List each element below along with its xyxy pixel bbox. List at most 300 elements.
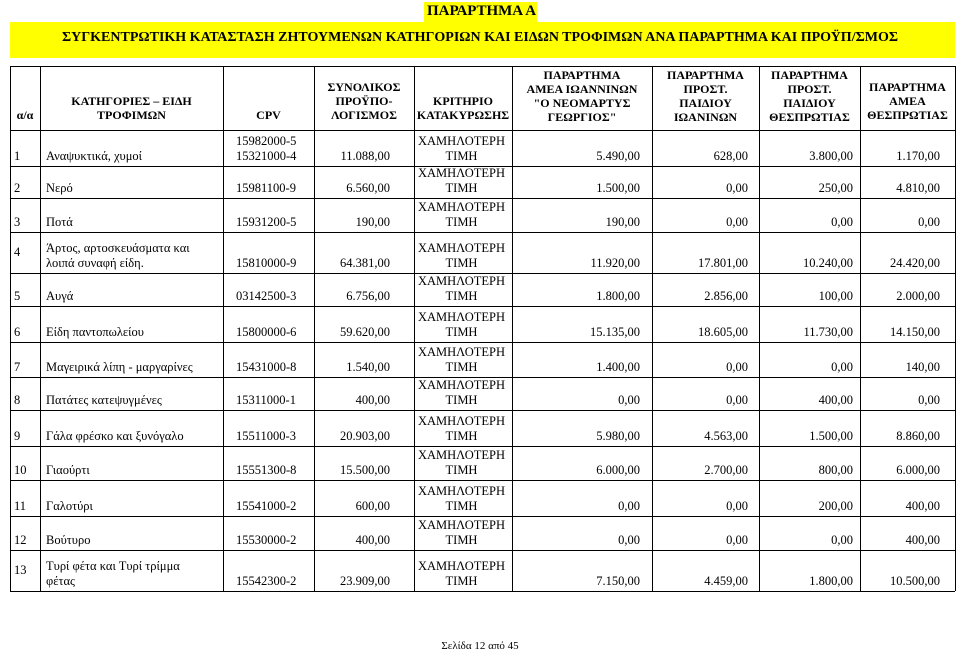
annex-value: [840, 360, 940, 375]
page-number: Σελίδα 12 από 45: [441, 640, 519, 652]
header-col4: [860, 80, 955, 122]
annex-value-text: 0,00: [618, 393, 640, 407]
annex-value: [753, 574, 853, 589]
budget-value-text: 15.500,00: [340, 463, 390, 477]
criterion_text-line: ΤΙΜΗ: [445, 574, 478, 588]
grid-vline: [40, 66, 41, 591]
annex-value-text: 6.000,00: [896, 463, 940, 477]
annex-value-text: 10.500,00: [890, 574, 940, 588]
row-number-text: 5: [14, 289, 21, 303]
rows.4.cpv-line: 03142500-3: [236, 289, 297, 303]
annex-value-text: 1.500,00: [809, 429, 853, 443]
annex-value-text: 0,00: [831, 360, 853, 374]
annex-value: [540, 149, 640, 164]
budget-value: [300, 463, 390, 478]
criterion_text-line: ΤΙΜΗ: [445, 499, 478, 513]
row-number-text: 7: [14, 360, 21, 374]
annex-value-text: 8.860,00: [896, 429, 940, 443]
headers.col4-line: ΘΕΣΠΡΩΤΙΑΣ: [867, 108, 948, 122]
header-aa: [10, 108, 40, 122]
row-number: [14, 563, 27, 578]
row-number: [14, 429, 20, 444]
header-aa-text: α/α: [16, 108, 34, 122]
category-name: [46, 325, 144, 340]
grid-hline: [10, 66, 955, 67]
annex-value-text: 5.490,00: [596, 149, 640, 163]
annex-value-text: 0,00: [918, 215, 940, 229]
rows.4.name-line: Αυγά: [46, 289, 74, 303]
cpv-code: [236, 499, 296, 514]
annex-value: [753, 429, 853, 444]
annex-value: [840, 463, 940, 478]
category-name: [46, 181, 73, 196]
header-cpv-text: CPV: [256, 108, 281, 122]
header-category: [40, 94, 223, 122]
criterion_text-line: ΧΑΜΗΛΟΤΕΡΗ: [417, 274, 506, 288]
criterion-text: [414, 484, 509, 514]
criterion_text-line: ΧΑΜΗΛΟΤΕΡΗ: [417, 200, 506, 214]
rows.1.cpv-line: 15981100-9: [236, 181, 296, 195]
rows.6.name-line: Μαγειρικά λίπη - μαργαρίνες: [46, 360, 193, 374]
row-number-text: 2: [14, 181, 21, 195]
rows.8.cpv-line: 15511000-3: [236, 429, 296, 443]
budget-value-text: 190,00: [355, 215, 390, 229]
criterion_text-line: ΧΑΜΗΛΟΤΕΡΗ: [417, 134, 506, 148]
grid-hline: [10, 591, 955, 592]
annex-value: [540, 393, 640, 408]
cpv-code: [236, 289, 296, 304]
headers.col2-line: ΠΡΟΣΤ.: [683, 82, 728, 96]
criterion-text: [414, 345, 509, 375]
annex-value-text: 200,00: [818, 499, 853, 513]
budget-value-text: 6.756,00: [346, 289, 390, 303]
cpv-code: [236, 429, 296, 444]
annex-label: ΠΑΡΑΡΤΗΜΑ Α: [427, 3, 537, 19]
row-number: [14, 463, 27, 478]
grid-hline: [10, 410, 955, 411]
criterion_text-line: ΧΑΜΗΛΟΤΕΡΗ: [417, 241, 506, 255]
annex-value-text: 250,00: [818, 181, 853, 195]
category-name: [46, 149, 142, 164]
row-number-text: 8: [14, 393, 21, 407]
criterion-text: [414, 378, 509, 408]
rows.8.name-line: Γάλα φρέσκο και ξυνόγαλο: [46, 429, 184, 443]
annex-value: [648, 181, 748, 196]
row-number: [14, 149, 20, 164]
budget-value: [300, 289, 390, 304]
row-number-text: 12: [14, 533, 27, 547]
criterion_text-line: ΧΑΜΗΛΟΤΕΡΗ: [417, 518, 506, 532]
annex-value: [753, 149, 853, 164]
budget-value-text: 6.560,00: [346, 181, 390, 195]
budget-value-text: 23.909,00: [340, 574, 390, 588]
rows.5.name-line: Είδη παντοπωλείου: [46, 325, 144, 339]
budget-value: [300, 533, 390, 548]
annex-value: [840, 256, 940, 271]
cpv-code: [236, 134, 296, 164]
annex-value: [753, 463, 853, 478]
annex-value: [753, 289, 853, 304]
category-name: [46, 289, 73, 304]
annex-value: [753, 360, 853, 375]
budget-value: [300, 256, 390, 271]
budget-value-text: 600,00: [355, 499, 390, 513]
headers.col4-line: ΑΜΕΑ: [889, 94, 926, 108]
annex-value-text: 800,00: [818, 463, 853, 477]
rows.10.name-line: Γαλοτύρι: [46, 499, 93, 513]
header-budget: [314, 80, 414, 122]
annex-value-text: 400,00: [818, 393, 853, 407]
annex-value: [840, 325, 940, 340]
category-name: [46, 241, 190, 271]
headers.criterion-line: ΚΑΤΑΚΥΡΩΣΗΣ: [416, 108, 510, 122]
headers.col1-line: ΠΑΡΑΡΤΗΜΑ: [543, 68, 621, 82]
annex-value-text: 0,00: [831, 533, 853, 547]
annex-value: [648, 574, 748, 589]
row-number: [14, 393, 20, 408]
annex-value: [540, 360, 640, 375]
annex-value: [753, 256, 853, 271]
headers.col2-line: ΠΑΡΑΡΤΗΜΑ: [667, 68, 744, 82]
annex-value: [648, 393, 748, 408]
annex-value: [840, 574, 940, 589]
annex-value: [648, 499, 748, 514]
row-number: [14, 245, 20, 260]
grid-vline: [10, 66, 11, 591]
annex-value: [840, 149, 940, 164]
annex-value-text: 400,00: [905, 533, 940, 547]
annex-value: [648, 215, 748, 230]
category-name: [46, 393, 162, 408]
annex-value: [648, 429, 748, 444]
annex-value: [540, 181, 640, 196]
budget-value: [300, 499, 390, 514]
rows.11.name-line: Βούτυρο: [46, 533, 91, 547]
row-number: [14, 181, 20, 196]
budget-value-text: 20.903,00: [340, 429, 390, 443]
annex-value: [540, 289, 640, 304]
budget-value: [300, 215, 390, 230]
annex-value: [840, 499, 940, 514]
cpv-code: [236, 256, 296, 271]
budget-value: [300, 325, 390, 340]
budget-value: [300, 149, 390, 164]
criterion_text-line: ΤΙΜΗ: [445, 325, 478, 339]
category-name: [46, 533, 90, 548]
headers.col1-line: ΑΜΕΑ ΙΩΑΝΝΙΝΩΝ: [526, 82, 638, 96]
row-number: [14, 360, 20, 375]
row-number-text: 13: [14, 562, 27, 577]
annex-value: [648, 463, 748, 478]
annex-value: [648, 289, 748, 304]
annex-value: [840, 181, 940, 196]
row-number-text: 3: [14, 215, 21, 229]
annex-value-text: 0,00: [618, 499, 640, 513]
row-number: [14, 499, 26, 514]
annex-value: [753, 325, 853, 340]
headers.col3-line: ΘΕΣΠΡΩΤΙΑΣ: [769, 110, 850, 124]
annex-value-text: 0,00: [918, 393, 940, 407]
annex-value: [648, 325, 748, 340]
rows.2.name-line: Ποτά: [46, 215, 73, 229]
annex-value: [648, 533, 748, 548]
criterion_text-line: ΤΙΜΗ: [445, 289, 478, 303]
grid-hline: [10, 550, 955, 551]
criterion-text: [414, 518, 509, 548]
annex-value: [648, 149, 748, 164]
annex-value-text: 4.459,00: [704, 574, 748, 588]
header-criterion: [414, 94, 512, 122]
budget-value-text: 400,00: [355, 533, 390, 547]
header-cpv: [223, 108, 314, 122]
row-number-text: 1: [14, 149, 21, 163]
row-number-text: 9: [14, 429, 21, 443]
criterion-text: [414, 310, 509, 340]
budget-value: [300, 574, 390, 589]
rows.12.name-line: Τυρί φέτα και Τυρί τρίμμα: [46, 559, 180, 573]
criterion_text-line: ΧΑΜΗΛΟΤΕΡΗ: [417, 310, 506, 324]
annex-value: [540, 215, 640, 230]
criterion_text-line: ΤΙΜΗ: [445, 463, 478, 477]
criterion-text: [414, 166, 509, 196]
grid-hline: [10, 198, 955, 199]
annex-value-text: 1.400,00: [596, 360, 640, 374]
annex-value: [753, 533, 853, 548]
criterion_text-line: ΧΑΜΗΛΟΤΕΡΗ: [417, 559, 506, 573]
annex-value-text: 0,00: [726, 360, 748, 374]
row-number: [14, 289, 20, 304]
annex-value-text: 2.000,00: [896, 289, 940, 303]
annex-value-text: 0,00: [726, 215, 748, 229]
annex-value-text: 0,00: [726, 499, 748, 513]
cpv-code: [236, 181, 296, 196]
row-number: [14, 325, 20, 340]
criterion_text-line: ΤΙΜΗ: [445, 360, 478, 374]
criterion_text-line: ΧΑΜΗΛΟΤΕΡΗ: [417, 345, 506, 359]
cpv-code: [236, 463, 296, 478]
annex-value-text: 24.420,00: [890, 256, 940, 270]
annex-value-text: 2.700,00: [704, 463, 748, 477]
rows.7.name-line: Πατάτες κατεψυγμένες: [46, 393, 162, 407]
budget-value-text: 59.620,00: [340, 325, 390, 339]
rows.12.name-line: φέτας: [46, 574, 75, 588]
headers.budget-line: ΠΡΟΫΠΟ-: [335, 94, 393, 108]
annex-value: [753, 215, 853, 230]
annex-value: [840, 429, 940, 444]
category-name: [46, 429, 184, 444]
annex-value-text: 17.801,00: [698, 256, 748, 270]
criterion_text-line: ΧΑΜΗΛΟΤΕΡΗ: [417, 448, 506, 462]
category-name: [46, 360, 193, 375]
annex-value-text: 1.170,00: [896, 149, 940, 163]
budget-value-text: 1.540,00: [346, 360, 390, 374]
cpv-code: [236, 533, 296, 548]
annex-value-text: 0,00: [618, 533, 640, 547]
row-number-text: 10: [14, 463, 27, 477]
annex-value-text: 4.810,00: [896, 181, 940, 195]
grid-hline: [10, 306, 955, 307]
budget-value: [300, 429, 390, 444]
rows.10.cpv-line: 15541000-2: [236, 499, 297, 513]
annex-value: [753, 393, 853, 408]
annex-value-text: 400,00: [905, 499, 940, 513]
grid-vline: [512, 66, 513, 591]
annex-value: [540, 574, 640, 589]
budget-value: [300, 393, 390, 408]
page-title: ΣΥΓΚΕΝΤΡΩΤΙΚΗ ΚΑΤΑΣΤΑΣΗ ΖΗΤΟΥΜΕΝΩΝ ΚΑΤΗΓΟΡΙΩΝ ΚΑΙ ΕΙΔΩΝ ΤΡΟΦΙΜΩΝ ΑΝΑ ΠΑΡΑΡΤΗΜΑ ΚΑΙ ΠΡΟΫΠ/ΣΜΟΣ: [62, 30, 898, 45]
header-col1: [512, 68, 652, 124]
headers.budget-line: ΛΟΓΙΣΜΟΣ: [331, 108, 397, 122]
rows.9.cpv-line: 15551300-8: [236, 463, 297, 477]
annex-value-text: 15.135,00: [590, 325, 640, 339]
annex-value: [753, 181, 853, 196]
annex-value-text: 6.000,00: [596, 463, 640, 477]
annex-value-text: 11.920,00: [590, 256, 640, 270]
criterion_text-line: ΤΙΜΗ: [445, 393, 478, 407]
headers.col1-line: ΓΕΩΡΓΙΟΣ": [547, 110, 617, 124]
header-col3: [759, 68, 860, 124]
criterion_text-line: ΧΑΜΗΛΟΤΕΡΗ: [417, 166, 506, 180]
grid-hline: [10, 446, 955, 447]
criterion_text-line: ΤΙΜΗ: [445, 533, 478, 547]
rows.5.cpv-line: 15800000-6: [236, 325, 297, 339]
category-name: [46, 463, 90, 478]
rows.6.cpv-line: 15431000-8: [236, 360, 297, 374]
headers.col1-line: "Ο ΝΕΟΜΑΡΤΥΣ: [533, 96, 631, 110]
annex-value-text: 2.856,00: [704, 289, 748, 303]
cpv-code: [236, 325, 296, 340]
criterion-text: [414, 274, 509, 304]
annex-value-text: 0,00: [831, 215, 853, 229]
criterion-text: [414, 414, 509, 444]
annex-value: [540, 325, 640, 340]
criterion_text-line: ΤΙΜΗ: [445, 256, 478, 270]
headers.col3-line: ΠΑΙΔΙΟΥ: [783, 96, 836, 110]
budget-value: [300, 181, 390, 196]
budget-value-text: 400,00: [355, 393, 390, 407]
rows.1.name-line: Νερό: [46, 181, 73, 195]
row-number-text: 11: [14, 499, 27, 513]
rows.12.cpv-line: 15542300-2: [236, 574, 297, 588]
annex-value-text: 190,00: [605, 215, 640, 229]
criterion_text-line: ΧΑΜΗΛΟΤΕΡΗ: [417, 414, 506, 428]
headers.criterion-line: ΚΡΙΤΗΡΙΟ: [432, 94, 493, 108]
rows.3.name-line: Άρτος, αρτοσκευάσματα και: [46, 241, 190, 255]
headers.category-line: ΤΡΟΦΙΜΩΝ: [97, 108, 166, 122]
annex-value: [540, 463, 640, 478]
annex-value: [840, 215, 940, 230]
row-number: [14, 533, 27, 548]
grid-hline: [10, 342, 955, 343]
cpv-code: [236, 360, 296, 375]
annex-value-text: 0,00: [726, 533, 748, 547]
annex-value: [840, 393, 940, 408]
headers.col3-line: ΠΡΟΣΤ.: [787, 82, 832, 96]
rows.0.cpv-line: 15982000-5: [236, 134, 297, 148]
annex-value-text: 1.500,00: [596, 181, 640, 195]
annex-value: [540, 256, 640, 271]
criterion-text: [414, 134, 509, 164]
annex-value: [648, 256, 748, 271]
rows.9.name-line: Γιαούρτι: [46, 463, 90, 477]
budget-value: [300, 360, 390, 375]
category-name: [46, 499, 93, 514]
headers.col3-line: ΠΑΡΑΡΤΗΜΑ: [771, 68, 848, 82]
annex-value-text: 0,00: [726, 181, 748, 195]
criterion_text-line: ΤΙΜΗ: [445, 215, 478, 229]
cpv-code: [236, 393, 296, 408]
criterion_text-line: ΧΑΜΗΛΟΤΕΡΗ: [417, 484, 506, 498]
annex-value: [648, 360, 748, 375]
category-name: [46, 215, 73, 230]
annex-value-text: 1.800,00: [596, 289, 640, 303]
headers.col2-line: ΠΑΙΔΙΟΥ: [679, 96, 732, 110]
rows.7.cpv-line: 15311000-1: [236, 393, 296, 407]
rows.3.name-line: λοιπά συναφή είδη.: [46, 256, 144, 270]
annex-value-text: 4.563,00: [704, 429, 748, 443]
budget-value-text: 64.381,00: [340, 256, 390, 270]
cpv-code: [236, 574, 296, 589]
criterion_text-line: ΤΙΜΗ: [445, 149, 478, 163]
annex-value: [540, 429, 640, 444]
annex-value-text: 5.980,00: [596, 429, 640, 443]
criterion-text: [414, 448, 509, 478]
annex-value-text: 140,00: [905, 360, 940, 374]
grid-hline: [10, 516, 955, 517]
criterion-text: [414, 200, 509, 230]
grid-hline: [10, 480, 955, 481]
annex-value: [753, 499, 853, 514]
annex-value-text: 7.150,00: [596, 574, 640, 588]
annex-value: [540, 499, 640, 514]
annex-value-text: 10.240,00: [803, 256, 853, 270]
grid-vline: [955, 66, 956, 591]
criterion-text: [414, 241, 509, 271]
rows.0.name-line: Αναψυκτικά, χυμοί: [46, 149, 143, 163]
grid-hline: [10, 232, 955, 233]
annex-value-text: 628,00: [713, 149, 748, 163]
criterion-text: [414, 559, 509, 589]
annex-value: [540, 533, 640, 548]
row-number: [14, 215, 20, 230]
headers.col2-line: ΙΩΑΝΙΝΩΝ: [673, 110, 738, 124]
rows.0.cpv-line: 15321000-4: [236, 149, 297, 163]
budget-value-text: 11.088,00: [340, 149, 390, 163]
criterion_text-line: ΤΙΜΗ: [445, 181, 478, 195]
criterion_text-line: ΧΑΜΗΛΟΤΕΡΗ: [417, 378, 506, 392]
annex-value-text: 100,00: [818, 289, 853, 303]
annex-value-text: 0,00: [726, 393, 748, 407]
rows.11.cpv-line: 15530000-2: [236, 533, 297, 547]
annex-value: [840, 533, 940, 548]
row-number-text: 6: [14, 325, 21, 339]
category-name: [46, 559, 180, 589]
rows.2.cpv-line: 15931200-5: [236, 215, 297, 229]
annex-value-text: 18.605,00: [698, 325, 748, 339]
annex-value: [840, 289, 940, 304]
grid-vline: [223, 66, 224, 591]
annex-value-text: 3.800,00: [809, 149, 853, 163]
headers.category-line: ΚΑΤΗΓΟΡΙΕΣ – ΕΙΔΗ: [71, 94, 192, 108]
rows.3.cpv-line: 15810000-9: [236, 256, 297, 270]
cpv-code: [236, 215, 296, 230]
annex-value-text: 11.730,00: [803, 325, 853, 339]
headers.col4-line: ΠΑΡΑΡΤΗΜΑ: [869, 80, 946, 94]
annex-value-text: 14.150,00: [890, 325, 940, 339]
headers.budget-line: ΣΥΝΟΛΙΚΟΣ: [327, 80, 401, 94]
row-number-text: 4: [14, 244, 21, 259]
grid-hline: [10, 130, 955, 131]
